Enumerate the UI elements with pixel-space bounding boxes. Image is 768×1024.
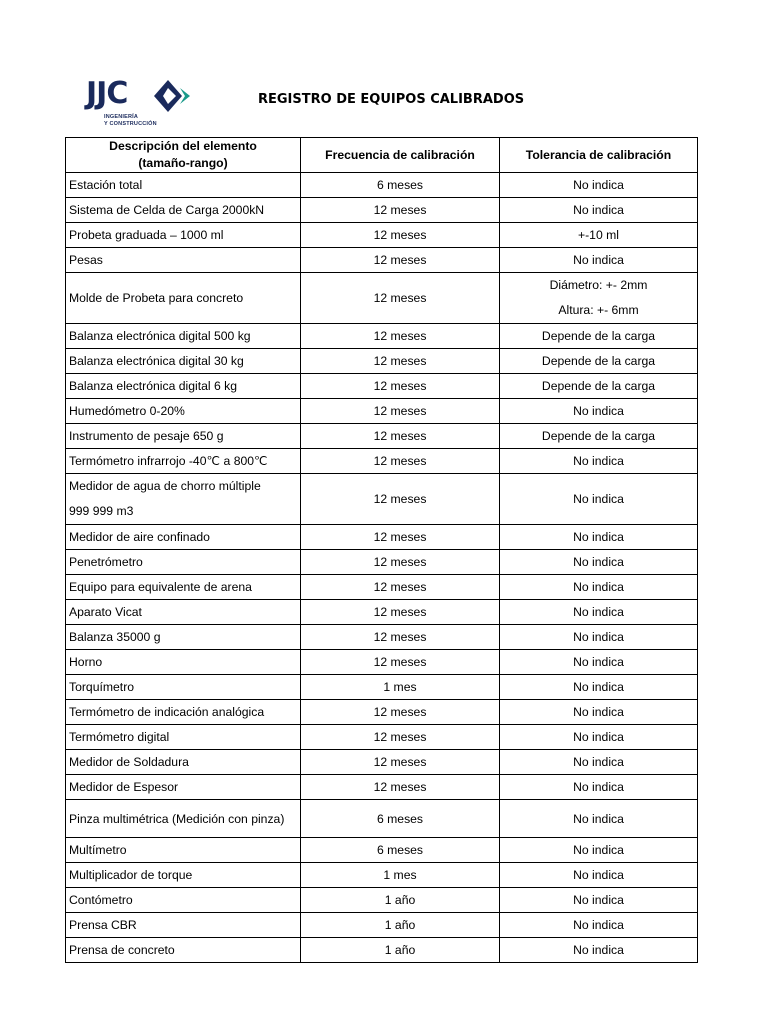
- table-row: [66, 550, 698, 575]
- cell-description-line1: Medidor de agua de chorro múltiple: [69, 479, 261, 493]
- logo-subtitle-line2: Y CONSTRUCCIÓN: [104, 121, 157, 127]
- cell-frequency: 12 meses: [301, 223, 500, 248]
- cell-tolerance: Depende de la carga: [500, 324, 698, 349]
- cell-frequency: 1 mes: [301, 863, 500, 888]
- cell-tolerance: No indica: [500, 913, 698, 938]
- cell-tolerance: No indica: [500, 725, 698, 750]
- cell-frequency: 6 meses: [301, 838, 500, 863]
- cell-description: Contómetro: [66, 888, 301, 913]
- cell-description: Termómetro infrarrojo -40℃ a 800℃: [66, 449, 301, 474]
- cell-tolerance: No indica: [500, 888, 698, 913]
- cell-tolerance: No indica: [500, 449, 698, 474]
- table-row: [66, 750, 698, 775]
- logo-brand-text: JJC: [86, 76, 128, 111]
- table-row: [66, 399, 698, 424]
- cell-frequency: 12 meses: [301, 474, 500, 525]
- cell-description: Pesas: [66, 248, 301, 273]
- cell-description: Multiplicador de torque: [66, 863, 301, 888]
- cell-frequency: 12 meses: [301, 650, 500, 675]
- table-row: [66, 775, 698, 800]
- header-description: [66, 138, 301, 173]
- table-row: [66, 650, 698, 675]
- cell-description: Torquímetro: [66, 675, 301, 700]
- cell-tolerance: No indica: [500, 399, 698, 424]
- cell-frequency: 12 meses: [301, 374, 500, 399]
- table-row: [66, 838, 698, 863]
- cell-tolerance: No indica: [500, 675, 698, 700]
- cell-tolerance-line1: Diámetro: +- 2mm: [549, 278, 648, 292]
- cell-description: Probeta graduada – 1000 ml: [66, 223, 301, 248]
- cell-tolerance: No indica: [500, 625, 698, 650]
- table-row: [66, 248, 698, 273]
- cell-description: Balanza electrónica digital 6 kg: [66, 374, 301, 399]
- table-row: [66, 474, 698, 525]
- cell-frequency: 12 meses: [301, 600, 500, 625]
- cell-tolerance: No indica: [500, 550, 698, 575]
- cell-frequency: 12 meses: [301, 424, 500, 449]
- table-row: [66, 700, 698, 725]
- cell-frequency: 12 meses: [301, 273, 500, 324]
- cell-description: Termómetro digital: [66, 725, 301, 750]
- cell-frequency: 1 mes: [301, 675, 500, 700]
- header-tolerance: Tolerancia de calibración: [500, 138, 698, 173]
- cell-tolerance: No indica: [500, 198, 698, 223]
- table-row: [66, 173, 698, 198]
- cell-tolerance: No indica: [500, 863, 698, 888]
- cell-frequency: 12 meses: [301, 349, 500, 374]
- cell-tolerance: No indica: [500, 650, 698, 675]
- cell-frequency: 1 año: [301, 938, 500, 963]
- table-row: [66, 800, 698, 838]
- table-row: [66, 625, 698, 650]
- cell-tolerance: No indica: [500, 173, 698, 198]
- table-row: [66, 863, 698, 888]
- cell-tolerance: No indica: [500, 248, 698, 273]
- table-row: [66, 888, 698, 913]
- cell-description: Prensa de concreto: [66, 938, 301, 963]
- cell-frequency: 6 meses: [301, 173, 500, 198]
- table-row: [66, 424, 698, 449]
- table-row: [66, 725, 698, 750]
- table-row: [66, 449, 698, 474]
- cell-description: [66, 474, 301, 525]
- table-row: [66, 600, 698, 625]
- cell-frequency: 12 meses: [301, 248, 500, 273]
- cell-description: Penetrómetro: [66, 550, 301, 575]
- table-row: [66, 938, 698, 963]
- header-description-line2: (tamaño-rango): [138, 156, 228, 170]
- cell-tolerance: Depende de la carga: [500, 424, 698, 449]
- table-row: [66, 324, 698, 349]
- cell-frequency: 1 año: [301, 913, 500, 938]
- cell-description: Estación total: [66, 173, 301, 198]
- header-frequency: Frecuencia de calibración: [301, 138, 500, 173]
- cell-tolerance: No indica: [500, 750, 698, 775]
- cell-frequency: 12 meses: [301, 550, 500, 575]
- cell-description: Aparato Vicat: [66, 600, 301, 625]
- cell-frequency: 12 meses: [301, 750, 500, 775]
- company-logo: [86, 76, 196, 132]
- cell-tolerance: No indica: [500, 575, 698, 600]
- cell-description: Termómetro de indicación analógica: [66, 700, 301, 725]
- table-row: [66, 913, 698, 938]
- cell-description: Medidor de Soldadura: [66, 750, 301, 775]
- cell-description: Pinza multimétrica (Medición con pinza): [66, 800, 301, 838]
- cell-description: Molde de Probeta para concreto: [66, 273, 301, 324]
- cell-frequency: 12 meses: [301, 625, 500, 650]
- cell-frequency: 6 meses: [301, 800, 500, 838]
- cell-tolerance: No indica: [500, 800, 698, 838]
- table-body: [66, 173, 698, 963]
- cell-description: Balanza 35000 g: [66, 625, 301, 650]
- cell-tolerance: No indica: [500, 775, 698, 800]
- cell-tolerance: No indica: [500, 600, 698, 625]
- cell-description: Horno: [66, 650, 301, 675]
- cell-frequency: 12 meses: [301, 525, 500, 550]
- document-title: REGISTRO DE EQUIPOS CALIBRADOS: [258, 92, 525, 107]
- table-row: [66, 223, 698, 248]
- table-row: [66, 525, 698, 550]
- cell-tolerance: No indica: [500, 838, 698, 863]
- cell-tolerance: No indica: [500, 938, 698, 963]
- cell-tolerance: No indica: [500, 474, 698, 525]
- cell-description: Equipo para equivalente de arena: [66, 575, 301, 600]
- cell-tolerance: Depende de la carga: [500, 374, 698, 399]
- cell-tolerance: No indica: [500, 525, 698, 550]
- table-header-row: [66, 138, 698, 173]
- cell-description: Instrumento de pesaje 650 g: [66, 424, 301, 449]
- cell-frequency: 12 meses: [301, 399, 500, 424]
- cell-description-line2: 999 999 m3: [69, 504, 134, 518]
- cell-frequency: 12 meses: [301, 725, 500, 750]
- cell-frequency: 12 meses: [301, 449, 500, 474]
- cell-tolerance-line2: Altura: +- 6mm: [558, 303, 639, 317]
- cell-tolerance: No indica: [500, 700, 698, 725]
- cell-tolerance: +-10 ml: [500, 223, 698, 248]
- cell-frequency: 1 año: [301, 888, 500, 913]
- cell-description: Balanza electrónica digital 30 kg: [66, 349, 301, 374]
- cell-tolerance: Depende de la carga: [500, 349, 698, 374]
- cell-description: Prensa CBR: [66, 913, 301, 938]
- table-row: [66, 349, 698, 374]
- cell-frequency: 12 meses: [301, 324, 500, 349]
- table-row: [66, 273, 698, 324]
- header-description-line1: Descripción del elemento: [109, 139, 257, 153]
- logo-subtitle-line1: INGENIERÍA: [104, 114, 139, 120]
- table-row: [66, 575, 698, 600]
- cell-frequency: 12 meses: [301, 775, 500, 800]
- cell-frequency: 12 meses: [301, 575, 500, 600]
- cell-description: Multímetro: [66, 838, 301, 863]
- logo-arrow-icon: [154, 80, 194, 112]
- cell-frequency: 12 meses: [301, 198, 500, 223]
- cell-description: Medidor de Espesor: [66, 775, 301, 800]
- calibration-table: [65, 137, 698, 963]
- cell-description: Medidor de aire confinado: [66, 525, 301, 550]
- cell-description: Sistema de Celda de Carga 2000kN: [66, 198, 301, 223]
- cell-description: Balanza electrónica digital 500 kg: [66, 324, 301, 349]
- table-row: [66, 198, 698, 223]
- table-row: [66, 675, 698, 700]
- cell-frequency: 12 meses: [301, 700, 500, 725]
- cell-tolerance: [500, 273, 698, 324]
- table-row: [66, 374, 698, 399]
- cell-description: Humedómetro 0-20%: [66, 399, 301, 424]
